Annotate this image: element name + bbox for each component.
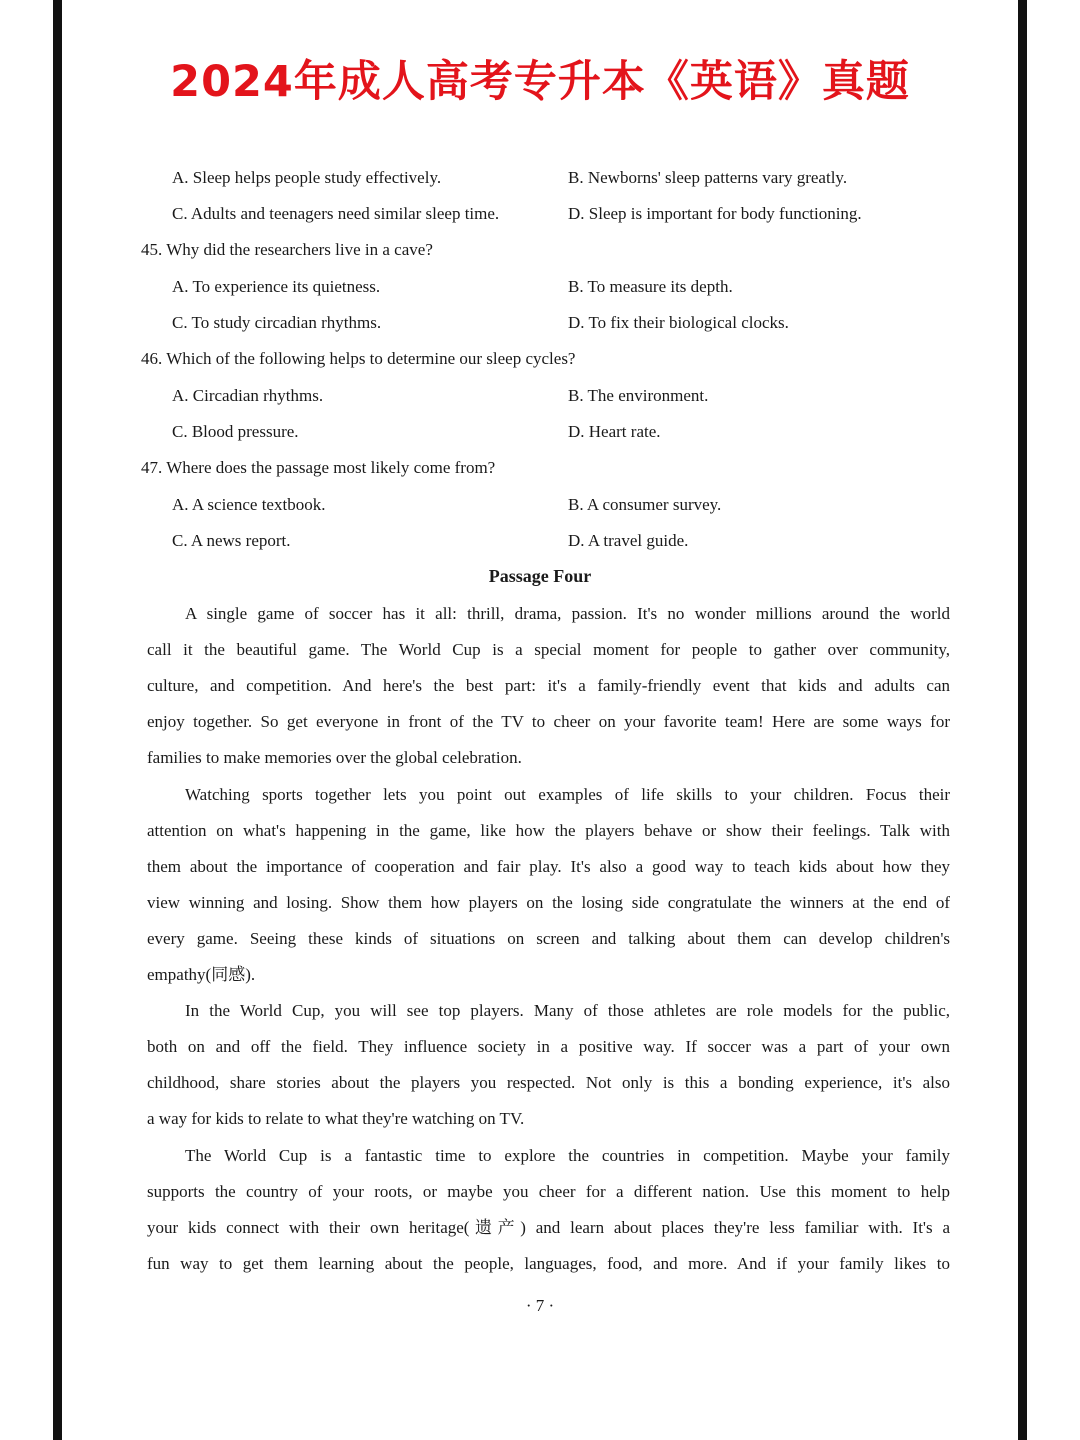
- paragraph-line: call it the beautiful game. The World Cup is a special moment for people to gather over community,: [147, 640, 950, 660]
- paragraph-line: supports the country of your roots, or maybe you cheer for a different nation. Use this moment to help: [147, 1182, 950, 1202]
- left-frame-border: [53, 0, 62, 1440]
- q45-question: 45. Why did the researchers live in a cave?: [141, 240, 433, 259]
- passage-paragraph-3: [147, 993, 950, 1137]
- paragraph-line: Watching sports together lets you point out examples of life skills to your children. Focus their: [185, 785, 950, 804]
- paragraph-line: view winning and losing. Show them how players on the losing side congratulate the winners at the end of: [147, 893, 950, 913]
- paragraph-line: enjoy together. So get everyone in front of the TV to cheer on your favorite team! Here are some ways for: [147, 712, 950, 732]
- q45-option-b: B. To measure its depth.: [568, 277, 733, 296]
- paragraph-line: your kids connect with their own heritage(遗产) and learn about places they're less familiar with. It's a: [147, 1218, 950, 1238]
- q46-option-c: C. Blood pressure.: [172, 422, 299, 441]
- passage-paragraph-2: [147, 777, 950, 994]
- passage-paragraph-4: [147, 1138, 950, 1282]
- paragraph-line: The World Cup is a fantastic time to explore the countries in competition. Maybe your family: [185, 1146, 950, 1165]
- q47-option-b: B. A consumer survey.: [568, 495, 722, 514]
- paragraph-line: empathy(同感).: [147, 965, 256, 985]
- q47-option-d: D. A travel guide.: [568, 531, 689, 550]
- paragraph-line: attention on what's happening in the game, like how the players behave or show their feelings. Talk with: [147, 821, 950, 841]
- q47-option-c: C. A news report.: [172, 531, 291, 550]
- paragraph-line: In the World Cup, you will see top players. Many of those athletes are role models for the public,: [185, 1001, 950, 1020]
- paragraph-line: them about the importance of cooperation and fair play. It's also a good way to teach kids about how they: [147, 857, 950, 877]
- exam-page: [62, 0, 1018, 1440]
- paragraph-line: every game. Seeing these kinds of situations on screen and talking about them can develop children's: [147, 929, 950, 949]
- page-title: 2024年成人高考专升本《英语》真题: [170, 57, 910, 107]
- paragraph-line: childhood, share stories about the players you respected. Not only is this a bonding experience, it's also: [147, 1073, 950, 1093]
- q47-question: 47. Where does the passage most likely come from?: [141, 458, 496, 477]
- q46-option-b: B. The environment.: [568, 386, 709, 405]
- q45-option-c: C. To study circadian rhythms.: [172, 313, 382, 332]
- q44-option-d: D. Sleep is important for body functioning.: [568, 204, 862, 223]
- q45-option-d: D. To fix their biological clocks.: [568, 313, 789, 332]
- passage-paragraph-1: [147, 596, 950, 776]
- right-frame-border: [1018, 0, 1027, 1440]
- page-number: · 7 ·: [525, 1296, 555, 1315]
- q45-option-a: A. To experience its quietness.: [172, 277, 381, 296]
- q46-option-d: D. Heart rate.: [568, 422, 661, 441]
- paragraph-line: families to make memories over the global celebration.: [147, 748, 522, 768]
- q46-option-a: A. Circadian rhythms.: [172, 386, 324, 405]
- paragraph-line: A single game of soccer has it all: thrill, drama, passion. It's no wonder millions around the world: [185, 604, 950, 623]
- paragraph-line: culture, and competition. And here's the best part: it's a family-friendly event that kids and adults can: [147, 676, 950, 696]
- passage-heading: Passage Four: [488, 566, 592, 586]
- q47-option-a: A. A science textbook.: [172, 495, 326, 514]
- q44-option-a: A. Sleep helps people study effectively.: [172, 168, 442, 187]
- paragraph-line: a way for kids to relate to what they're watching on TV.: [147, 1109, 525, 1129]
- paragraph-line: fun way to get them learning about the people, languages, food, and more. And if your family likes to: [147, 1254, 950, 1274]
- paragraph-line: both on and off the field. They influence society in a positive way. If soccer was a part of your own: [147, 1037, 950, 1057]
- q44-option-b: B. Newborns' sleep patterns vary greatly.: [568, 168, 848, 187]
- q46-question: 46. Which of the following helps to determine our sleep cycles?: [141, 349, 576, 368]
- q44-option-c: C. Adults and teenagers need similar sleep time.: [172, 204, 500, 223]
